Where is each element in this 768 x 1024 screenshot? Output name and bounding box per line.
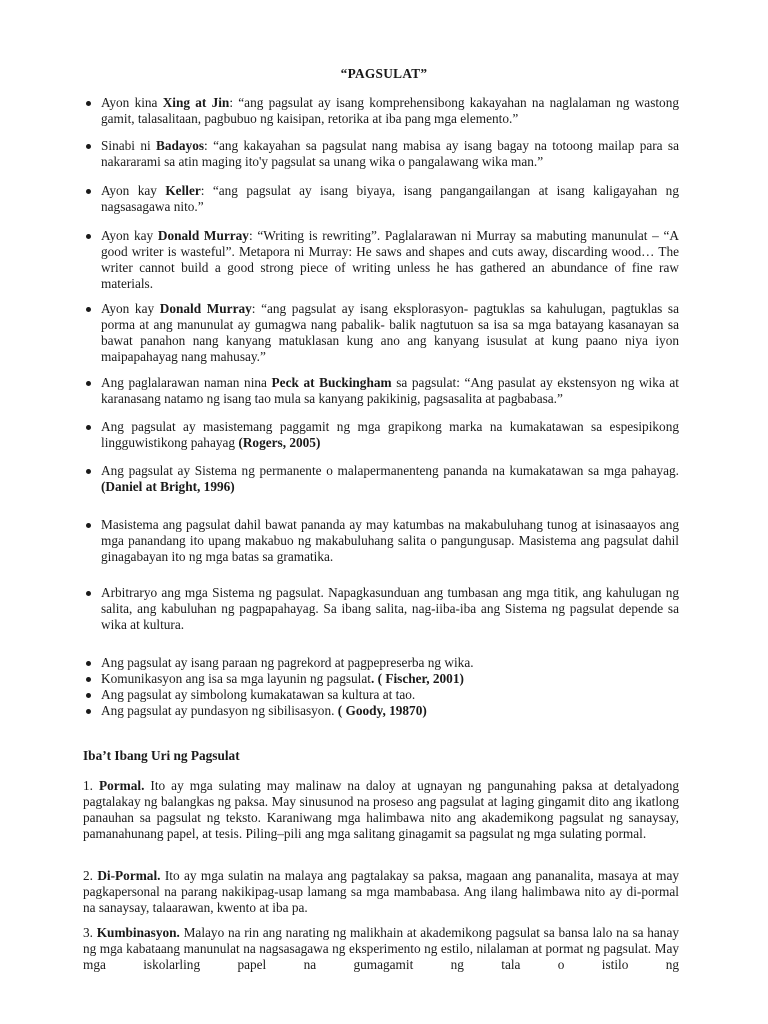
list-item: Sinabi ni Badayos: “ang kakayahan sa pagsulat nang mabisa ay isang bagay na totoong mailap para sa nakararami sa atin maging ito'y pagsulat sa unang wika o pangalawang wika man.” [83, 138, 679, 170]
list-item: Ayon kay Donald Murray: “ang pagsulat ay isang eksplorasyon- pagtuklas sa kahulugan, pagtuklas sa porma at ang manunulat ay gumagwa nang pabalik- balik nagtutuon sa isa sa mga batayang kasanayan sa bawat panahon nang kanyang matuklasan kung ano ang kanyang isusulat at kung paano niya iyon maipapahayag nang mahusay.” [83, 301, 679, 365]
paragraph-kumbinasyon: 3. Kumbinasyon. Malayo na rin ang narating ng malikhain at akademikong pagsulat sa bansa lalo na sa hanay ng mga kabataang manunulat na nagsasagawa ng eksperimento ng estilo, nilalaman at pormat ng pagsulat. May mga iskolarling papel na gumagamit ng tala o istilo ng [83, 925, 680, 972]
list-item: Ayon kina Xing at Jin: “ang pagsulat ay isang komprehensibong kakayahan na naglalaman ng wastong gamit, talasalitaan, pagbubuo ng kaisipan, retorika at iba pang mga elemento.” [83, 95, 679, 127]
section-heading: Iba’t Ibang Uri ng Pagsulat [83, 748, 240, 763]
list-item: Ayon kay Keller: “ang pagsulat ay isang biyaya, isang pangangailangan at isang kaligayahan ng nagsasagawa nito.” [83, 183, 679, 215]
list-item: Ang pagsulat ay masistemang paggamit ng mga grapikong marka na kumakatawan sa espesipikong lingguwistikong pahayag (Rogers, 2005) [83, 419, 679, 451]
list-item: Komunikasyon ang isa sa mga layunin ng pagsulat. ( Fischer, 2001) [83, 671, 679, 687]
list-item: Ang paglalarawan naman nina Peck at Buckingham sa pagsulat: “Ang pasulat ay ekstensyon ng wika at karanasang natamo ng isang tao mula sa kanyang pakikinig, pagsasalita at pagbabasa.” [83, 375, 679, 407]
page-title: “PAGSULAT” [340, 66, 428, 81]
list-item: Ang pagsulat ay simbolong kumakatawan sa kultura at tao. [83, 687, 679, 703]
list-item: Ang pagsulat ay isang paraan ng pagrekord at pagpepreserba ng wika. [83, 655, 679, 671]
list-item: Arbitraryo ang mga Sistema ng pagsulat. Napagkasunduan ang tumbasan ang mga titik, ang kahulugan ng salita, ang kabuluhan ng pagpapahayag. Sa ibang salita, nag-iiba-iba ang Sistema ng pagsulat depende sa wika at kultura. [83, 585, 679, 633]
list-item: Ayon kay Donald Murray: “Writing is rewriting”. Paglalarawan ni Murray sa mabuting manunulat – “A good writer is wasteful”. Metapora ni Murray: He saws and shapes and cuts away, discarding wood… The writer cannot build a good strong piece of writing unless he has gathered an abundance of fine raw materials. [83, 228, 679, 292]
paragraph-di-pormal: 2. Di-Pormal. Ito ay mga sulatin na malaya ang pagtalakay sa paksa, magaan ang pananalita, masaya at may pagkapersonal na parang nakikipag-usap lamang sa mga mambabasa. Ang ilang halimbawa nito ay di-pormal na sanaysay, talaarawan, kwento at iba pa. [83, 868, 679, 915]
list-item: Ang pagsulat ay Sistema ng permanente o malapermanenteng pananda na kumakatawan sa mga pahayag. (Daniel at Bright, 1996) [83, 463, 679, 495]
list-item: Masistema ang pagsulat dahil bawat pananda ay may katumbas na makabuluhang tunog at isinasaayos ang mga panandang ito upang makabuo ng makabuluhang salita o pangungusap. Masistema ang pagsulat dahil ginagabayan ito ng mga batas sa gramatika. [83, 517, 679, 565]
paragraph-pormal: 1. Pormal. Ito ay mga sulating may malinaw na daloy at ugnayan ng pangunahing paksa at detalyadong pagtalakay ng balangkas ng paksa. May sinusunod na proseso ang pagsulat at laging gingamit dito ang ikatlong panauhan sa pagsulat ng teksto. Karaniwang mga halimbawa nito ang akademikong pagsulat ng sanaysay, pamanahunang papel, at tesis. Piling–pili ang mga salitang ginagamit sa pagsulat ng mga sulating pormal. [83, 778, 680, 841]
list-item: Ang pagsulat ay pundasyon ng sibilisasyon. ( Goody, 19870) [83, 703, 679, 719]
